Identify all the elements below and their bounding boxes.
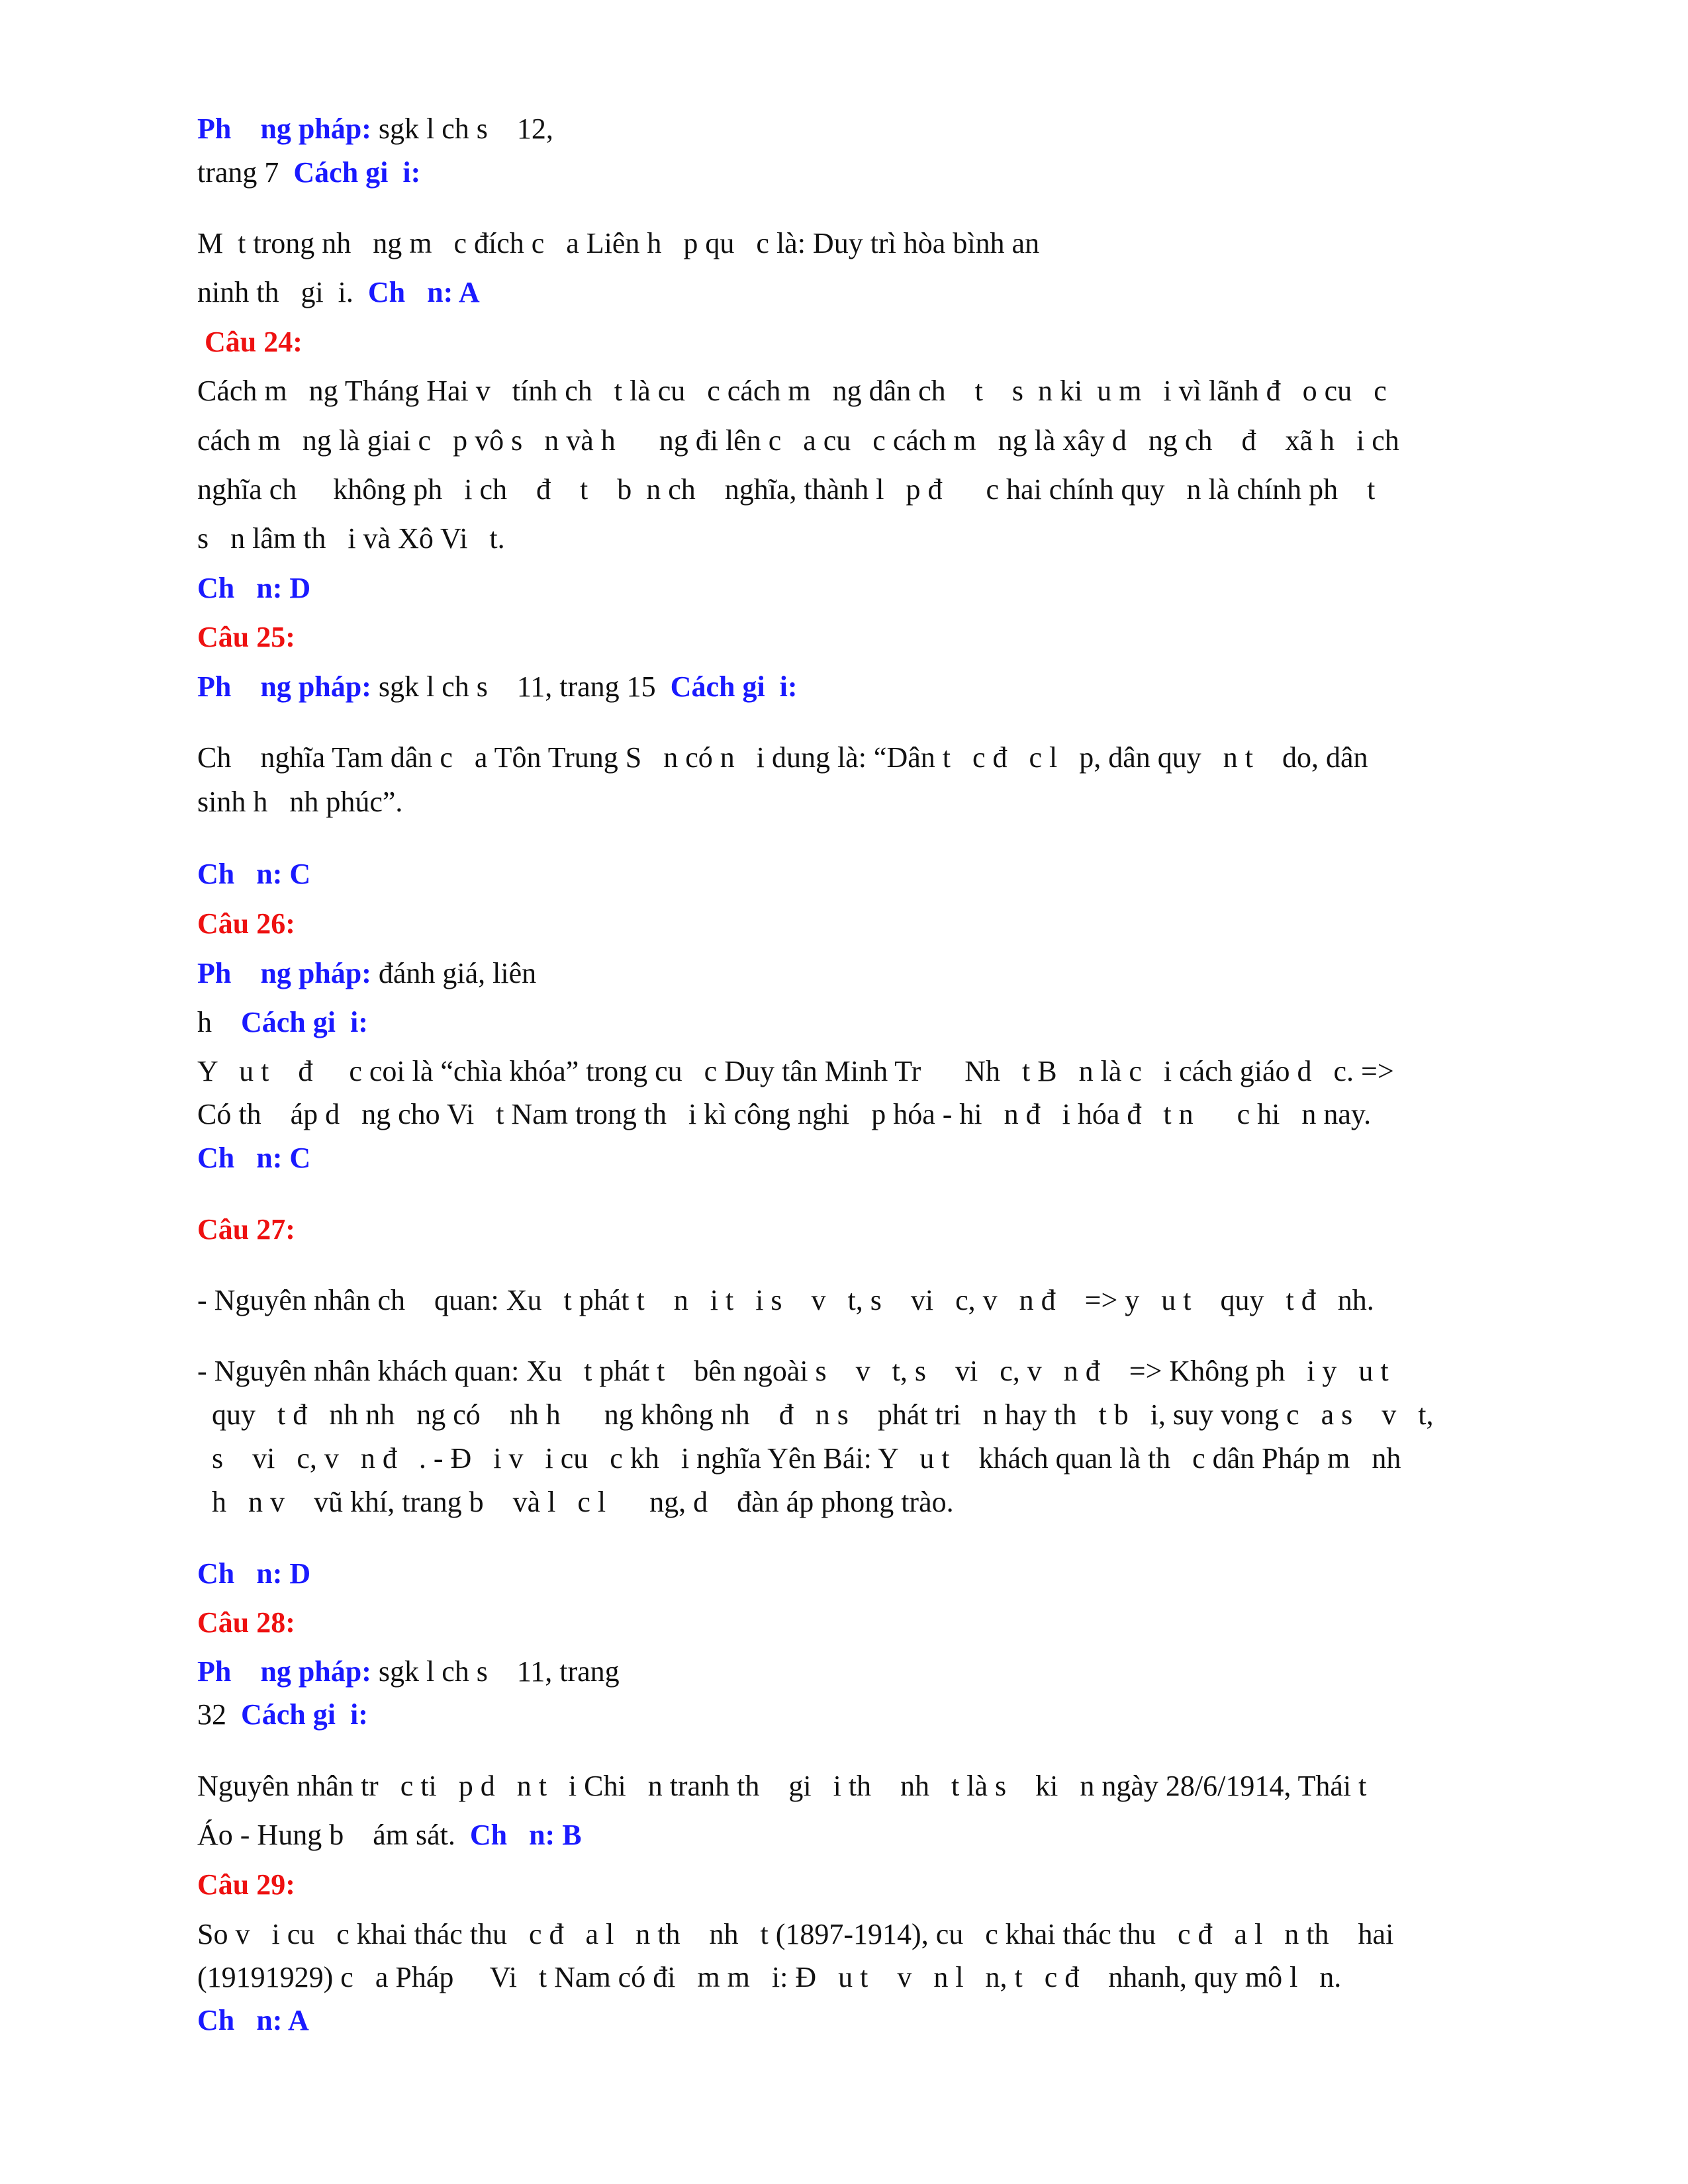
method-label: Ph ng pháp: — [197, 670, 371, 703]
question-heading-24 — [197, 324, 303, 361]
body-line: M t trong nh ng m c đích c a Liên h p qu c là: Duy trì hòa bình an — [197, 227, 1040, 259]
body-line: cách m ng là giai c p vô s n và h ng đi lên c a cu c cách m ng là xây d ng ch đ xã h i ch — [197, 424, 1399, 457]
answer-label: Ch n: D — [197, 572, 311, 604]
answer-line-q29 — [197, 2002, 309, 2039]
body-line: - Nguyên nhân khách quan: Xu t phát t bên ngoài s v t, s vi c, v n đ => Không ph i y u t — [197, 1355, 1389, 1387]
method-line-q23: Ph ng pháp: sgk l ch s 12, — [197, 113, 553, 145]
body-line: Nguyên nhân tr c ti p d n t i Chi n tranh th gi i th nh t là s ki n ngày 28/6/1914, Thái t — [197, 1770, 1367, 1802]
answer-line-q24 — [197, 570, 310, 607]
body-line: Cách m ng Tháng Hai v tính ch t là cu c cách m ng dân ch t s n ki u m i vì lãnh đ o cu c — [197, 375, 1387, 407]
body-line: Ch nghĩa Tam dân c a Tôn Trung S n có n i dung là: “Dân t c đ c l p, dân quy n t do, dân — [197, 741, 1368, 774]
question-heading-28 — [197, 1604, 295, 1641]
body-line: - Nguyên nhân ch quan: Xu t phát t n i t i s v t, s vi c, v n đ => y u t quy t đ nh. — [197, 1284, 1374, 1316]
question-label: Câu 25: — [197, 621, 295, 653]
answer-label: Ch n: C — [197, 1142, 311, 1174]
body-line: So v i cu c khai thác thu c đ a l n th nh t (1897-1914), cu c khai thác thu c đ a l n th hai — [197, 1918, 1394, 1950]
body-line: sinh h nh phúc”. — [197, 786, 403, 818]
question-label: Câu 27: — [197, 1213, 295, 1246]
body-line: nghĩa ch không ph i ch đ t b n ch nghĩa, thành l p đ c hai chính quy n là chính ph t — [197, 473, 1376, 506]
answer-label: Ch n: D — [197, 1557, 311, 1590]
method-label: Ph ng pháp: — [197, 1655, 371, 1688]
answer-line-q23: ninh th gi i. Ch n: A — [197, 276, 480, 308]
body-line: s n lâm th i và Xô Vi t. — [197, 522, 505, 555]
body-line: h n v vũ khí, trang b và l c l ng, d đàn áp phong trào. — [197, 1486, 954, 1518]
solution-line-q28: 32 Cách gi i: — [197, 1698, 368, 1731]
body-line: Y u t đ c coi là “chìa khóa” trong cu c Duy tân Minh Tr Nh t B n là c i cách giáo d c. => — [197, 1055, 1394, 1087]
answer-line-q25 — [197, 856, 310, 893]
body-line: (19191929) c a Pháp Vi t Nam có đi m m i: Đ u t v n l n, t c đ nhanh, quy mô l n. — [197, 1961, 1342, 1993]
method-line-q25: Ph ng pháp: sgk l ch s 11, trang 15 Cách gi i: — [197, 670, 798, 703]
method-label: Ph ng pháp: — [197, 113, 371, 145]
solution-line-q23: trang 7 Cách gi i: — [197, 156, 421, 189]
answer-label: Ch n: A — [367, 276, 480, 308]
question-heading-27 — [197, 1211, 295, 1248]
question-heading-29 — [197, 1866, 295, 1903]
solution-label: Cách gi i: — [241, 1698, 368, 1731]
answer-label: Ch n: B — [469, 1819, 582, 1851]
body-line: Có th áp d ng cho Vi t Nam trong th i kì công nghi p hóa - hi n đ i hóa đ t n c hi n nay. — [197, 1098, 1372, 1130]
question-heading-25 — [197, 619, 295, 656]
method-line-q28: Ph ng pháp: sgk l ch s 11, trang — [197, 1655, 620, 1688]
solution-line-q26: h Cách gi i: — [197, 1006, 368, 1038]
question-label: Câu 29: — [197, 1868, 295, 1901]
answer-line-q27 — [197, 1555, 310, 1592]
question-label: Câu 26: — [197, 907, 295, 940]
answer-label: Ch n: A — [197, 2004, 309, 2036]
answer-line-q28: Áo - Hung b ám sát. Ch n: B — [197, 1819, 582, 1851]
solution-label: Cách gi i: — [670, 670, 798, 703]
body-line: quy t đ nh nh ng có nh h ng không nh đ n s phát tri n hay th t b i, suy vong c a s v t, — [197, 1398, 1434, 1431]
question-heading-26 — [197, 905, 295, 942]
body-line: s vi c, v n đ . - Đ i v i cu c kh i nghĩa Yên Bái: Y u t khách quan là th c dân Pháp m nh — [197, 1442, 1401, 1475]
question-label: Câu 24: — [205, 326, 303, 358]
method-label: Ph ng pháp: — [197, 957, 371, 989]
method-line-q26: Ph ng pháp: đánh giá, liên — [197, 957, 537, 989]
solution-label: Cách gi i: — [293, 156, 421, 189]
solution-label: Cách gi i: — [241, 1006, 368, 1038]
answer-label: Ch n: C — [197, 858, 311, 890]
answer-line-q26 — [197, 1140, 310, 1177]
question-label: Câu 28: — [197, 1606, 295, 1639]
